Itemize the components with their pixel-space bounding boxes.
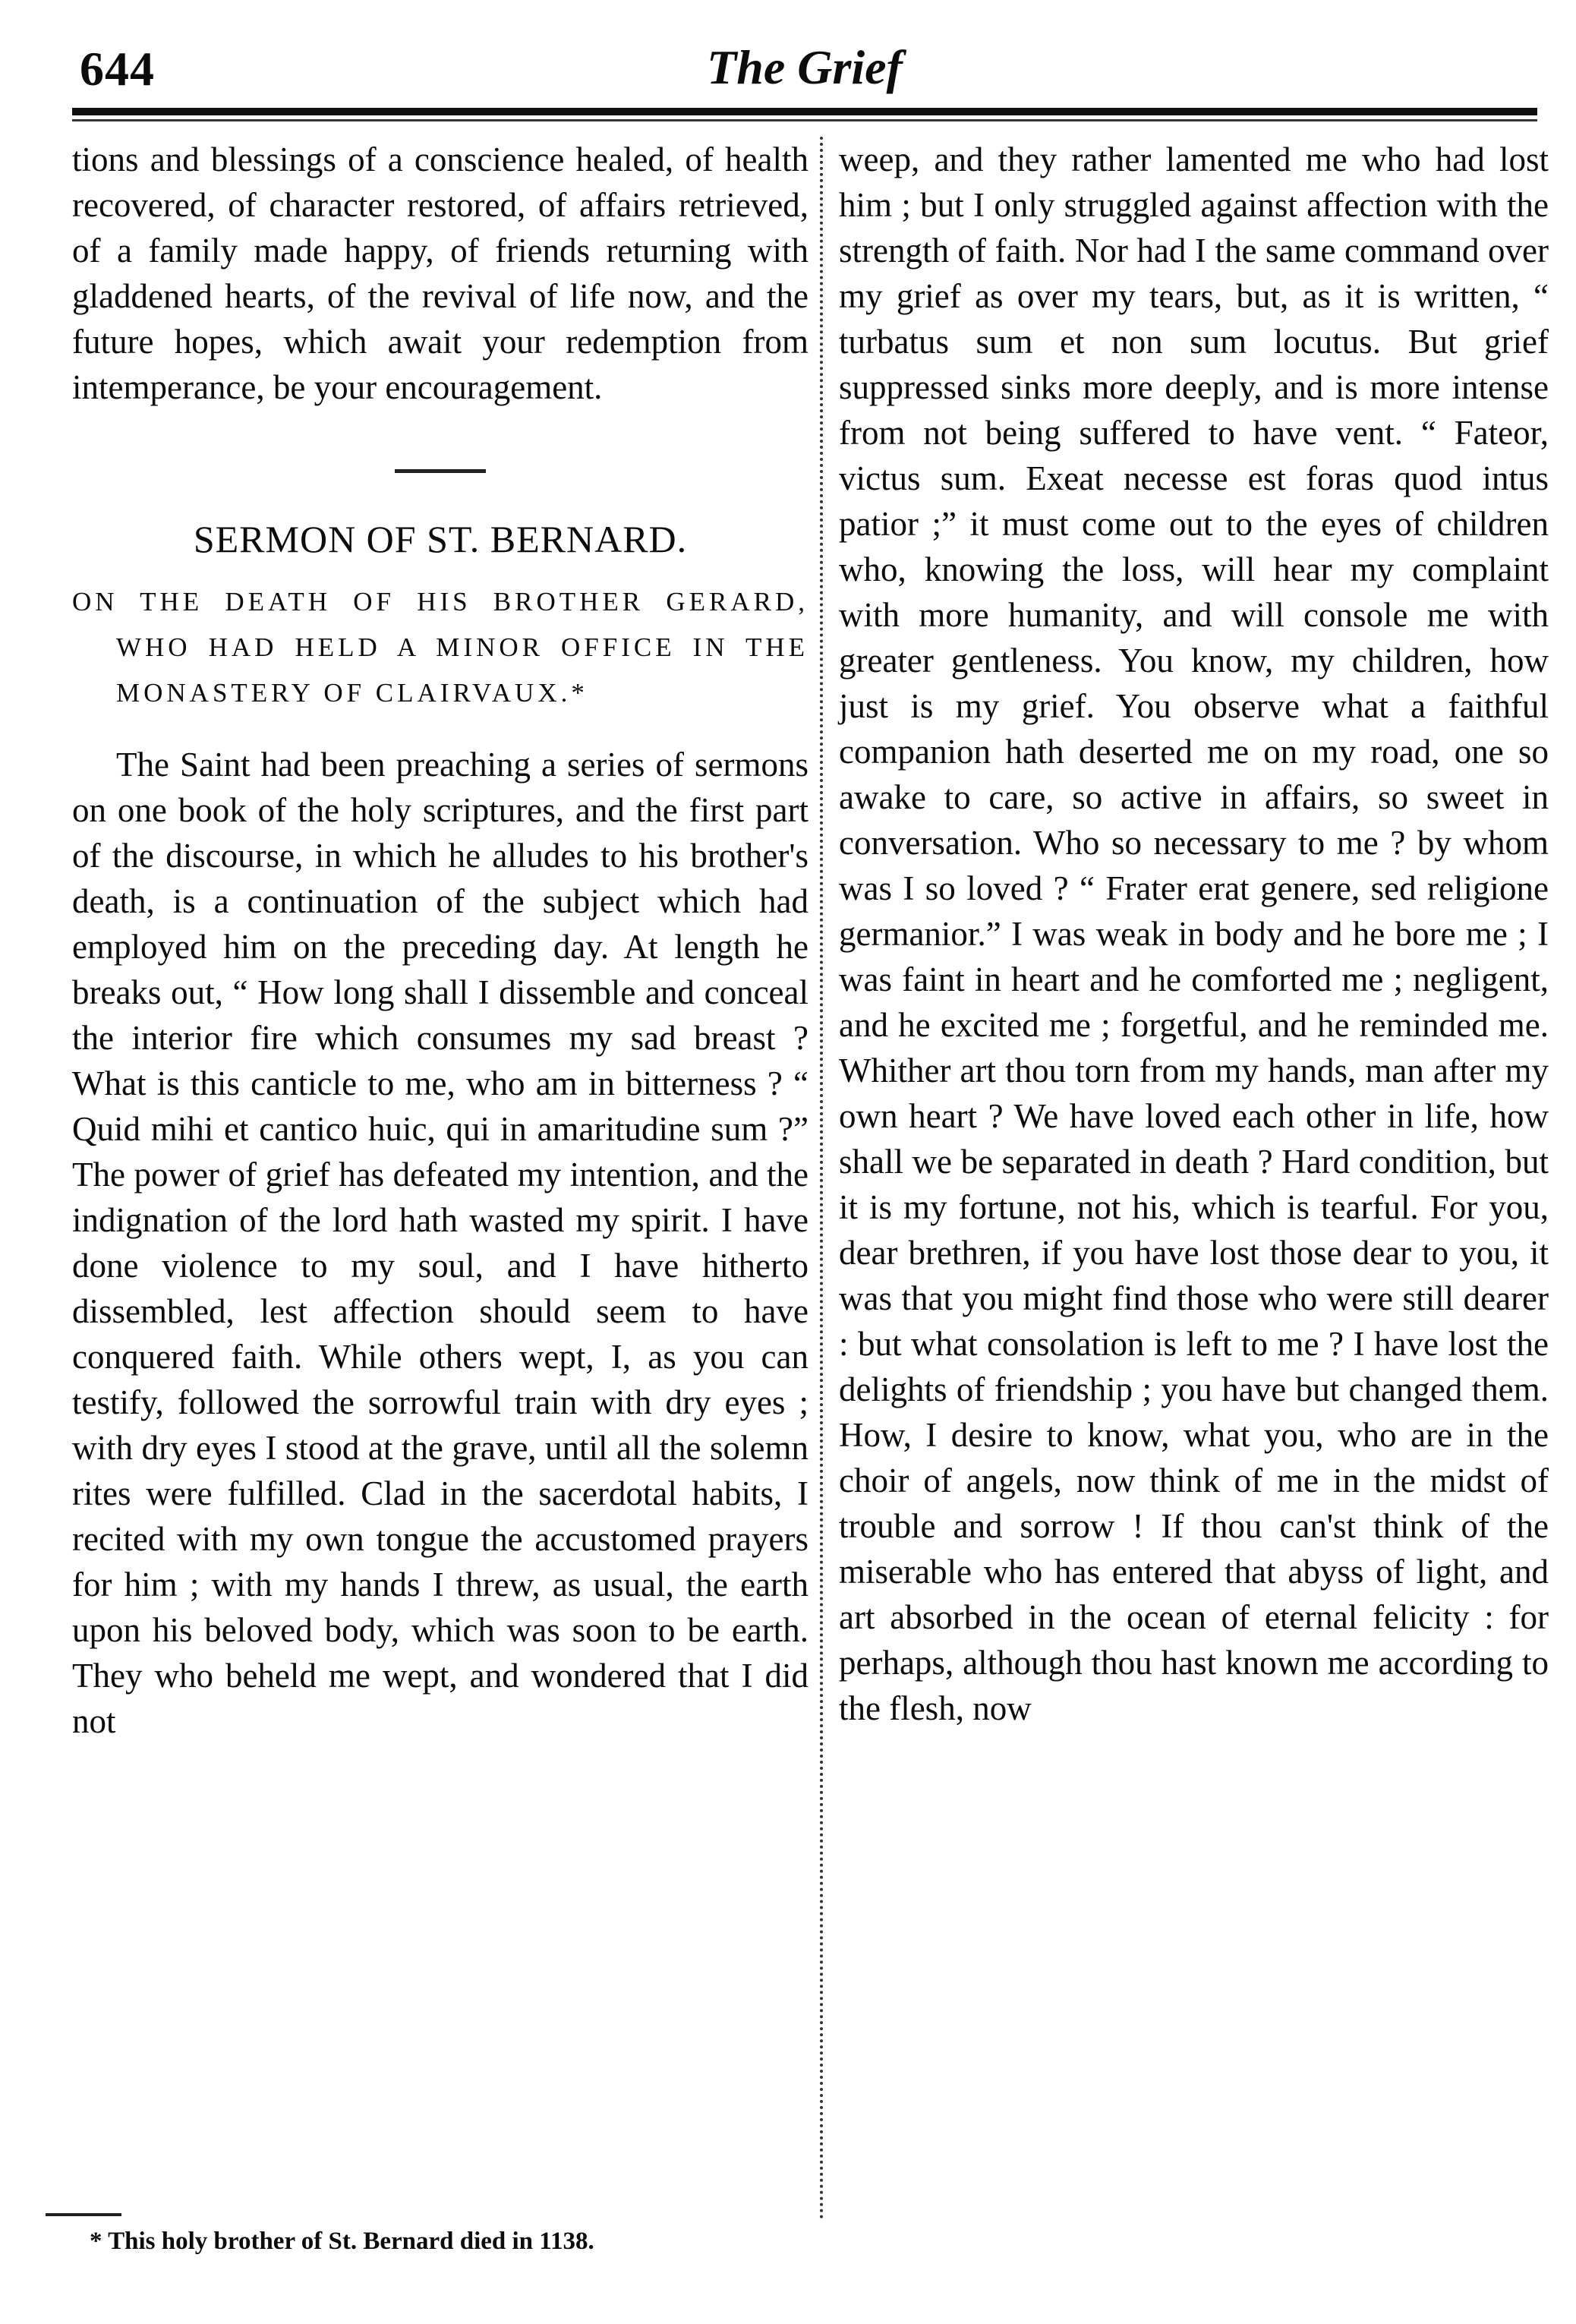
right-column [839, 137, 1549, 1731]
header-rule-thin [72, 119, 1537, 121]
left-column [72, 137, 808, 1744]
page-number: 644 [80, 42, 155, 96]
column-divider [820, 137, 823, 2221]
page-header [72, 38, 1537, 114]
right-body-paragraph: weep, and they rather lamented me who had lost him ; but I only struggled against affection with the strength of faith. Nor had I the same command over my grief as over my tears, but, as it is written, “ turbatus sum et non sum locutus. But grief suppressed sinks more deeply, and is more intense from not being suffered to have vent. “ Fateor, victus sum. Exeat necesse est foras quod intus patior ;” it must come out to the eyes of children who, knowing the loss, will hear my complaint with more humanity, and will console me with greater gentleness. You know, my children, how just is my grief. You observe what a faithful companion hath deserted me on my road, one so awake to care, so active in affairs, so sweet in conversation. Who so necessary to me ? by whom was I so loved ? “ Frater erat genere, sed religione germanior.” I was weak in body and he bore me ; I was faint in heart and he comforted me ; negligent, and he excited me ; forgetful, and he reminded me. Whither art thou torn from my hands, man after my own heart ? We have loved each other in life, how shall we be separated in death ? Hard condition, but it is my fortune, not his, which is tearful. For you, dear brethren, if you have lost those dear to you, it was that you might find those who were still dearer : but what consolation is left to me ? I have lost the delights of friendship ; you have but changed them. How, I desire to know, what you, who are in the choir of angels, now think of me in the midst of trouble and sorrow ! If thou can'st think of the miserable who has entered that abyss of light, and art absorbed in the ocean of eternal felicity : for perhaps, although thou hast known me according to the flesh, now [839, 140, 1549, 1727]
section-separator [395, 469, 486, 473]
left-body-paragraph: The Saint had been preaching a series of sermons on one book of the holy scriptures, and the first part of the discourse, in which he alludes to his brother's death, is a continuation of the subject which had employed him on the preceding day. At length he breaks out, “ How long shall I dissemble and conceal the interior fire which consumes my sad breast ? What is this canticle to me, who am in bitterness ? “ Quid mihi et cantico huic, qui in amaritudine sum ?” The power of grief has defeated my intention, and the indignation of the lord hath wasted my spirit. I have done violence to my soul, and I have hitherto dissembled, lest affection should seem to have conquered faith. While others wept, I, as you can testify, followed the sorrowful train with dry eyes ; with dry eyes I stood at the grave, until all the solemn rites were fulfilled. Clad in the sacerdotal habits, I recited with my own tongue the accustomed prayers for him ; with my hands I threw, as usual, the earth upon his beloved body, which was soon to be earth. They who beheld me wept, and wondered that I did not [72, 746, 808, 1740]
running-title: The Grief [707, 40, 903, 94]
sermon-title: SERMON OF ST. BERNARD. [193, 518, 688, 560]
sermon-subtitle: ON THE DEATH OF HIS BROTHER GERARD, WHO HAD HELD A MINOR OFFICE IN THE MONASTERY OF CLAIRVAUX.* [72, 587, 808, 708]
opening-paragraph: tions and blessings of a conscience healed, of health recovered, of character restored, of affairs retrieved, of a family made happy, of friends returning with gladdened hearts, of the revival of life now, and the future hopes, which await your redemption from intemperance, be your encouragement. [72, 140, 808, 406]
header-rule-thick [72, 108, 1537, 115]
footnote: * This holy brother of St. Bernard died in 1138. [90, 2228, 594, 2255]
footnote-rule [46, 2213, 121, 2216]
